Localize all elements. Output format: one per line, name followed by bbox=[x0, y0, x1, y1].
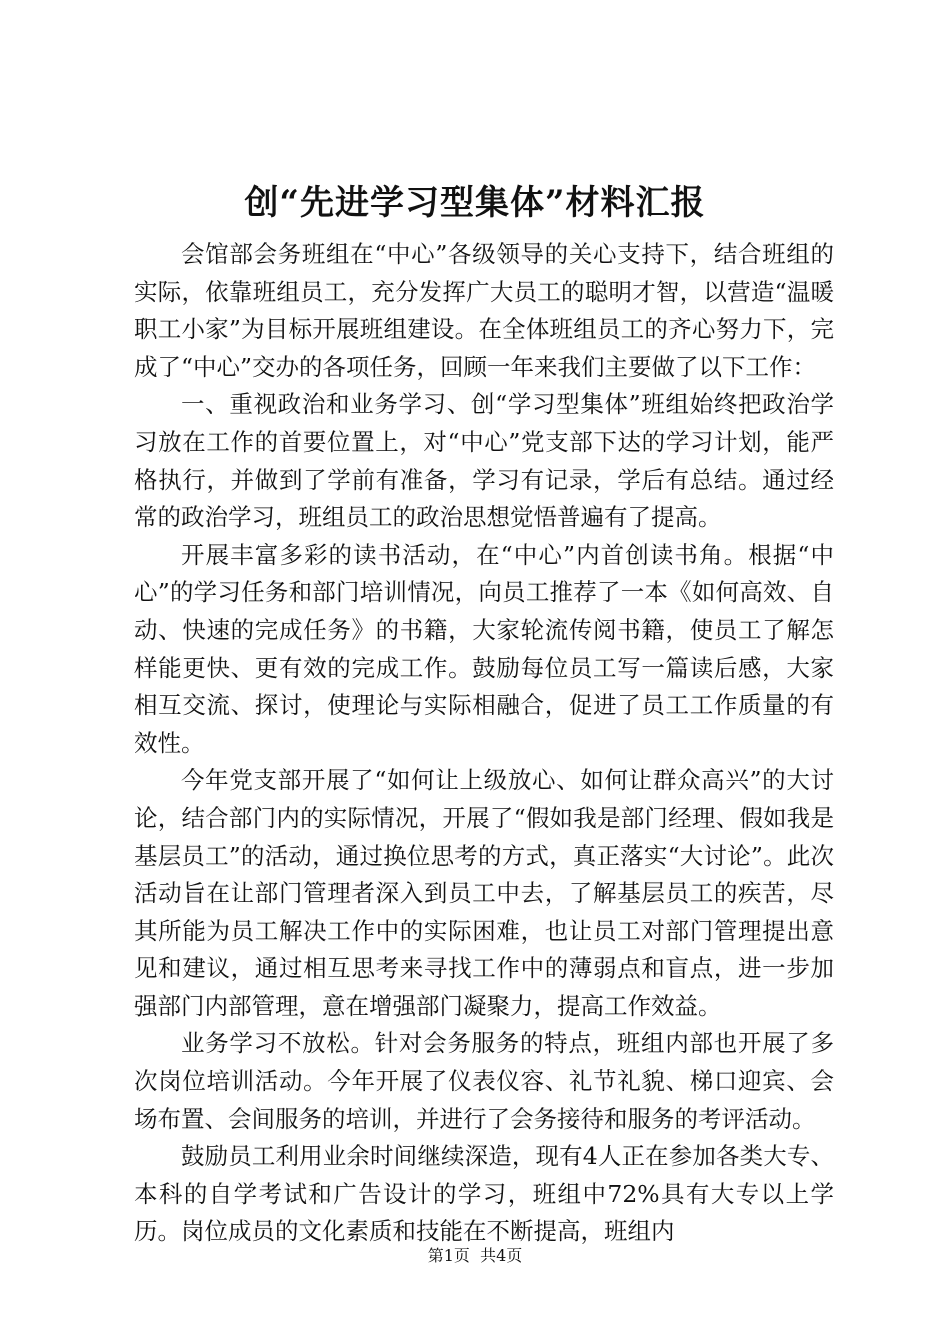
page-footer bbox=[0, 1244, 950, 1268]
document-body bbox=[134, 236, 834, 1251]
paragraph-5: 业务学习不放松。针对会务服务的特点，班组内部也开展了多次岗位培训活动。今年开展了仪表仪容、礼节礼貌、梯口迎宾、会场布置、会间服务的培训，并进行了会务接待和服务的考评活动。 bbox=[134, 1029, 834, 1133]
paragraph-6: 鼓励员工利用业余时间继续深造，现有4人正在参加各类大专、本科的自学考试和广告设计的学习，班组中72%具有大专以上学历。岗位成员的文化素质和技能在不断提高，班组内 bbox=[134, 1142, 834, 1246]
paragraph-1: 会馆部会务班组在“中心”各级领导的关心支持下，结合班组的实际，依靠班组员工，充分发挥广大员工的聪明才智，以营造“温暖职工小家”为目标开展班组建设。在全体班组员工的齐心努力下，完成了“中心”交办的各项任务，回顾一年来我们主要做了以下工作： bbox=[134, 240, 834, 381]
paragraph-3: 开展丰富多彩的读书活动，在“中心”内首创读书角。根据“中心”的学习任务和部门培训情况，向员工推荐了一本《如何高效、自动、快速的完成任务》的书籍，大家轮流传阅书籍，使员工了解怎样能更快、更有效的完成工作。鼓励每位员工写一篇读后感，大家相互交流、探讨，使理论与实际相融合，促进了员工工作质量的有效性。 bbox=[134, 540, 834, 757]
paragraph-2: 一、重视政治和业务学习、创“学习型集体”班组始终把政治学习放在工作的首要位置上，对“中心”党支部下达的学习计划，能严格执行，并做到了学前有准备，学习有记录，学后有总结。通过经常的政治学习，班组员工的政治思想觉悟普遍有了提高。 bbox=[134, 390, 834, 532]
document-title: 创“先进学习型集体”材料汇报 bbox=[244, 183, 706, 223]
paragraph-4: 今年党支部开展了“如何让上级放心、如何让群众高兴”的大讨论，结合部门内的实际情况，开展了“假如我是部门经理、假如我是基层员工”的活动，通过换位思考的方式，真正落实“大讨论”。此次活动旨在让部门管理者深入到员工中去，了解基层员工的疾苦，尽其所能为员工解决工作中的实际困难，也让员工对部门管理提出意见和建议，通过相互思考来寻找工作中的薄弱点和盲点，进一步加强部门内部管理，意在增强部门凝聚力，提高工作效益。 bbox=[134, 766, 834, 1020]
page-number-label: 第1页 共4页 bbox=[427, 1246, 523, 1265]
